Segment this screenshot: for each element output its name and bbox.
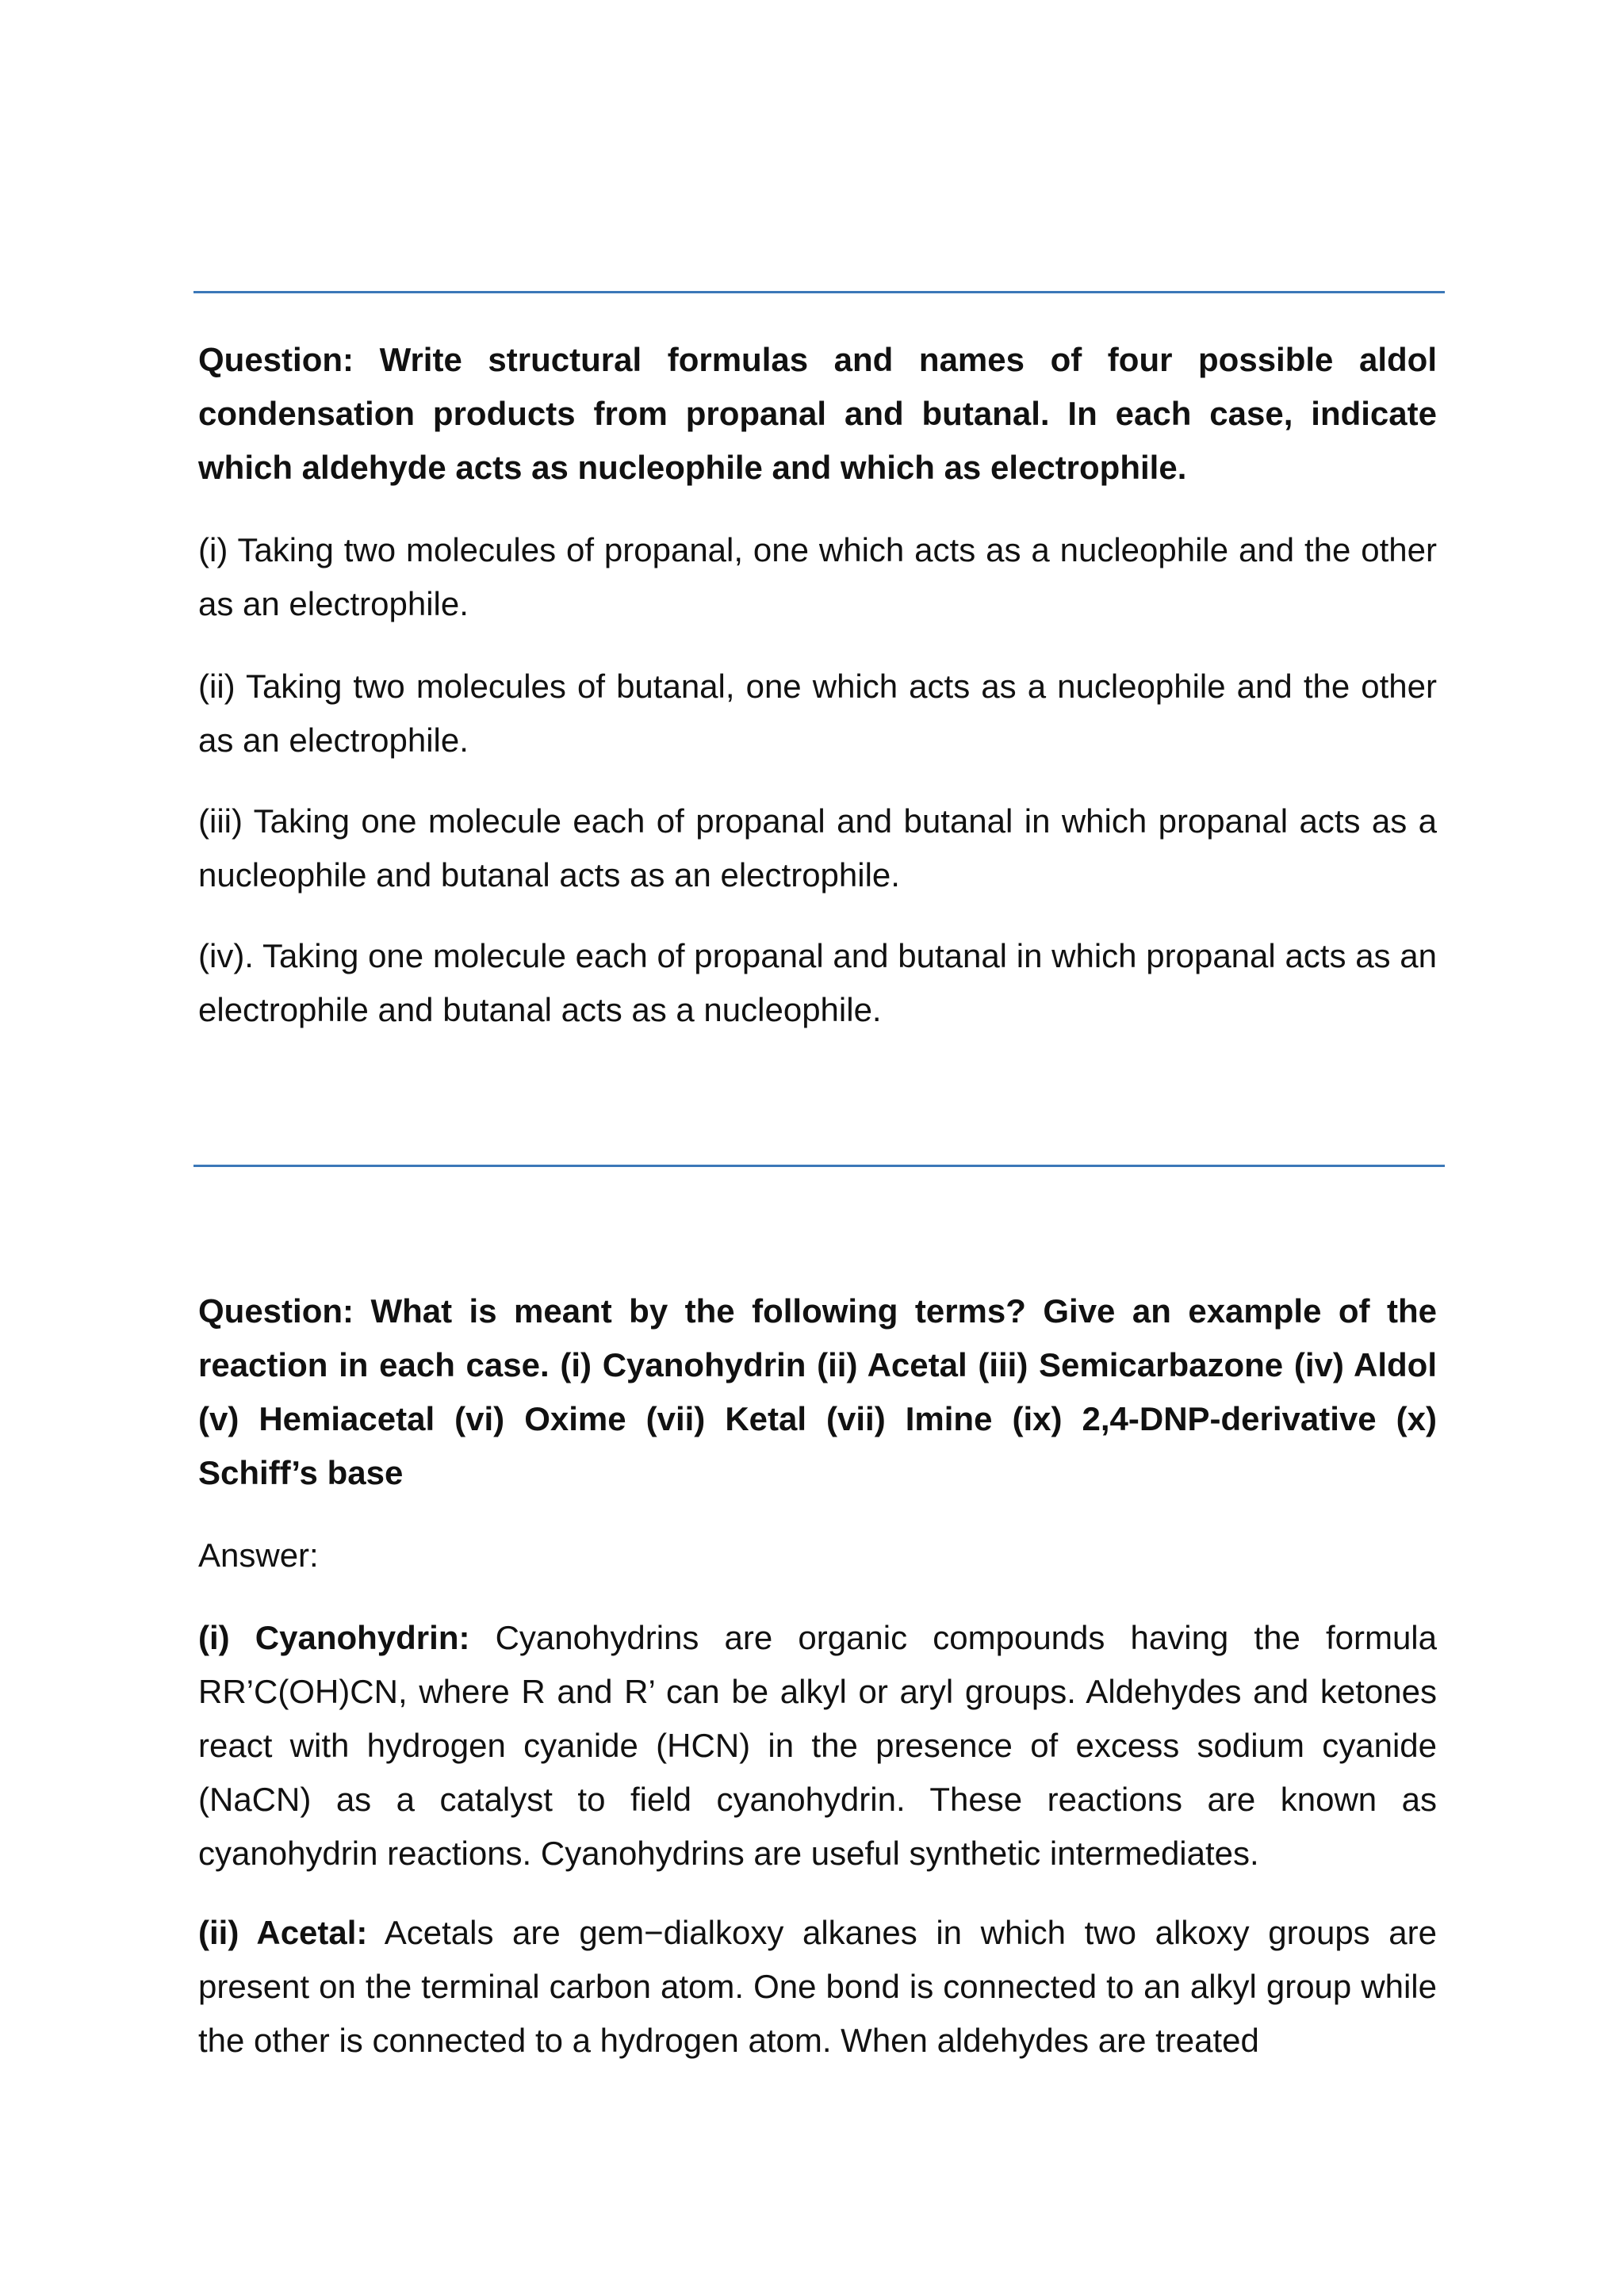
term-cyanohydrin: (i) Cyanohydrin: — [198, 1619, 470, 1656]
definition-acetal: Acetals are gem−dialkoxy alkanes in which two alkoxy groups are present on the terminal carbon atom. One bond is connected to an alkyl group while the other is connected to a hydrogen atom. When aldehydes are treated — [198, 1914, 1438, 2059]
list-item-propanal-electrophile: (iv). Taking one molecule each of propanal and butanal in which propanal acts as an electrophile and butanal acts as a nucleophile. — [198, 937, 1437, 1028]
question-aldol-condensation: Question: Write structural formulas and names of four possible aldol condensation products from propanal and butanal. In each case, indicate which aldehyde acts as nucleophile and which as electrophile. — [198, 341, 1437, 486]
definition-cyanohydrin: Cyanohydrins are organic compounds having the formula RR’C(OH)CN, where R and R’ can be alkyl or aryl groups. Aldehydes and ketones react with hydrogen cyanide (HCN) in the presence of excess sodium cyanide (NaCN) as a catalyst to field cyanohydrin. These reactions are known as cyanohydrin reactions. Cyanohydrins are useful synthetic intermediates. — [198, 1619, 1437, 1872]
term-acetal: (ii) Acetal: — [198, 1914, 368, 1951]
answer-label: Answer: — [198, 1536, 319, 1574]
answer-cyanohydrin — [198, 1611, 1437, 1881]
list-item-propanal-pair: (i) Taking two molecules of propanal, one which acts as a nucleophile and the other as an electrophile. — [198, 531, 1437, 622]
list-item-propanal-nucleophile: (iii) Taking one molecule each of propanal and butanal in which propanal acts as a nucleophile and butanal acts as an electrophile. — [198, 802, 1437, 894]
question-terms-definitions: Question: What is meant by the following terms? Give an example of the reaction in each case. (i) Cyanohydrin (ii) Acetal (iii) Semicarbazone (iv) Aldol (v) Hemiacetal (vi) Oxime (vii) Ketal (vii) Imine (ix) 2,4-DNP-derivative (x) Schiff’s base — [198, 1292, 1437, 1491]
list-item-butanal-pair: (ii) Taking two molecules of butanal, one which acts as a nucleophile and the other as an electrophile. — [198, 668, 1437, 759]
section-divider-top — [193, 291, 1445, 293]
section-divider-middle — [193, 1165, 1445, 1167]
answer-acetal — [198, 1906, 1437, 2068]
